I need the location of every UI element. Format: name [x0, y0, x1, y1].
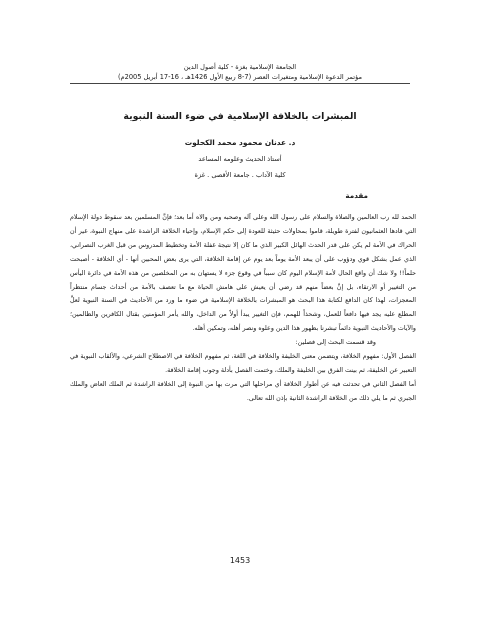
author-institution: كلية الآداب . جامعة الأقصى . غزة — [194, 171, 286, 179]
paragraph: وقد قسمت البحث إلى فصلين: — [295, 339, 376, 347]
section-heading-introduction: مقدمة — [345, 191, 368, 200]
conference-line: مؤتمر الدعوة الإسلامية ومتغيرات العصر (7-8 ربيع الأول 1426هـ ، 16-17 أبريل 2005م) — [70, 72, 410, 84]
author-name: د. عدنان محمود محمد الكحلوت — [184, 138, 296, 147]
paragraph: الحمد لله رب العالمين والصلاة والسلام على رسول الله وعلى آله وصحبه ومن والاه أما بعد؛ فإنَّ المسلمين بعد سقوط دولة الإسلام التي قادها العثمانيون لفترة طويلة، قاموا بمحاولات حثيثة للعودة إلى حكم الإسلام، وإحياء الخلافة الراشدة على منهاج النبوة، غير أن الحراك في الأمة لم يكن على قدر الحدث الهائل الكبير الذي ما كان إلا نتيجة غفلة الأمة وتخطيط المدروس من قبل الغرب النصراني، الذي عمل بشكل قوي ودؤوب على أن يبعد الأمة يوماً بعد يوم عن إقامة الخلافة، التي يرى بعض المحبين أنها - أي الخلافة - أصبحت حلماً!! ولا شك أن واقع الحال لأمة الإسلام اليوم كان سبباً في وقوع جزء لا يستهان به من المخلصين من هذه الأمة في دائرة اليأس من التغيير أو الارتقاء، بل إنَّ بعضاً منهم قد رضي أن يعيش على هامش الحياة مع ما تعصف بالأمة من أحداث جسام منتظراً المعجزات، لهذا كان الدافع لكتابة هذا البحث هو المبشرات بالخلافة الإسلامية في ضوء ما ورد من الأحاديث في السنة النبوية لعلَّ المطلع عليه يجد فيها دافعاً للعمل، وشحذاً للهمم، فإن التغيير يبدأ أولاً من الداخل، والله يأمر المؤمنين بقتال الكافرين والظالمين؛ والآيات والأحاديث النبوية دائماً تبشرنا بظهور هذا الدين وعلوه ونصر أهله، وتمكين أهله. — [70, 214, 416, 333]
paper-title: المبشرات بالخلافة الإسلامية في ضوء السنة النبوية — [123, 111, 357, 122]
paragraph: أما الفصل الثاني في تحدثت فيه عن أطوار الخلافة أي مراحلها التي مرت بها من النبوة إلى الخلافة الراشدة ثم الملك العاض والملك الجبري ثم ما يلي ذلك من الخلافة الراشدة الثانية بإذن الله تعالى. — [70, 380, 416, 402]
conference-header — [70, 62, 410, 84]
university-line: الجامعة الإسلامية بغزة - كلية أصول الدين — [183, 63, 297, 71]
page-number: 1453 — [229, 556, 251, 565]
author-position: أستاذ الحديث وعلومه المساعد — [198, 155, 282, 163]
body-text — [70, 211, 416, 406]
paragraph: الفصل الأول: مفهوم الخلافة، ويتضمن معنى الخليفة والخلافة في اللغة، ثم مفهوم الخلافة في الاصطلاح الشرعي، والألقاب النبوية في التعبير عن الخليفة، ثم بينت الفرق بين الخليفة والملك، وختمت الفصل بأدلة وجوب إقامة الخلافة. — [70, 353, 416, 374]
